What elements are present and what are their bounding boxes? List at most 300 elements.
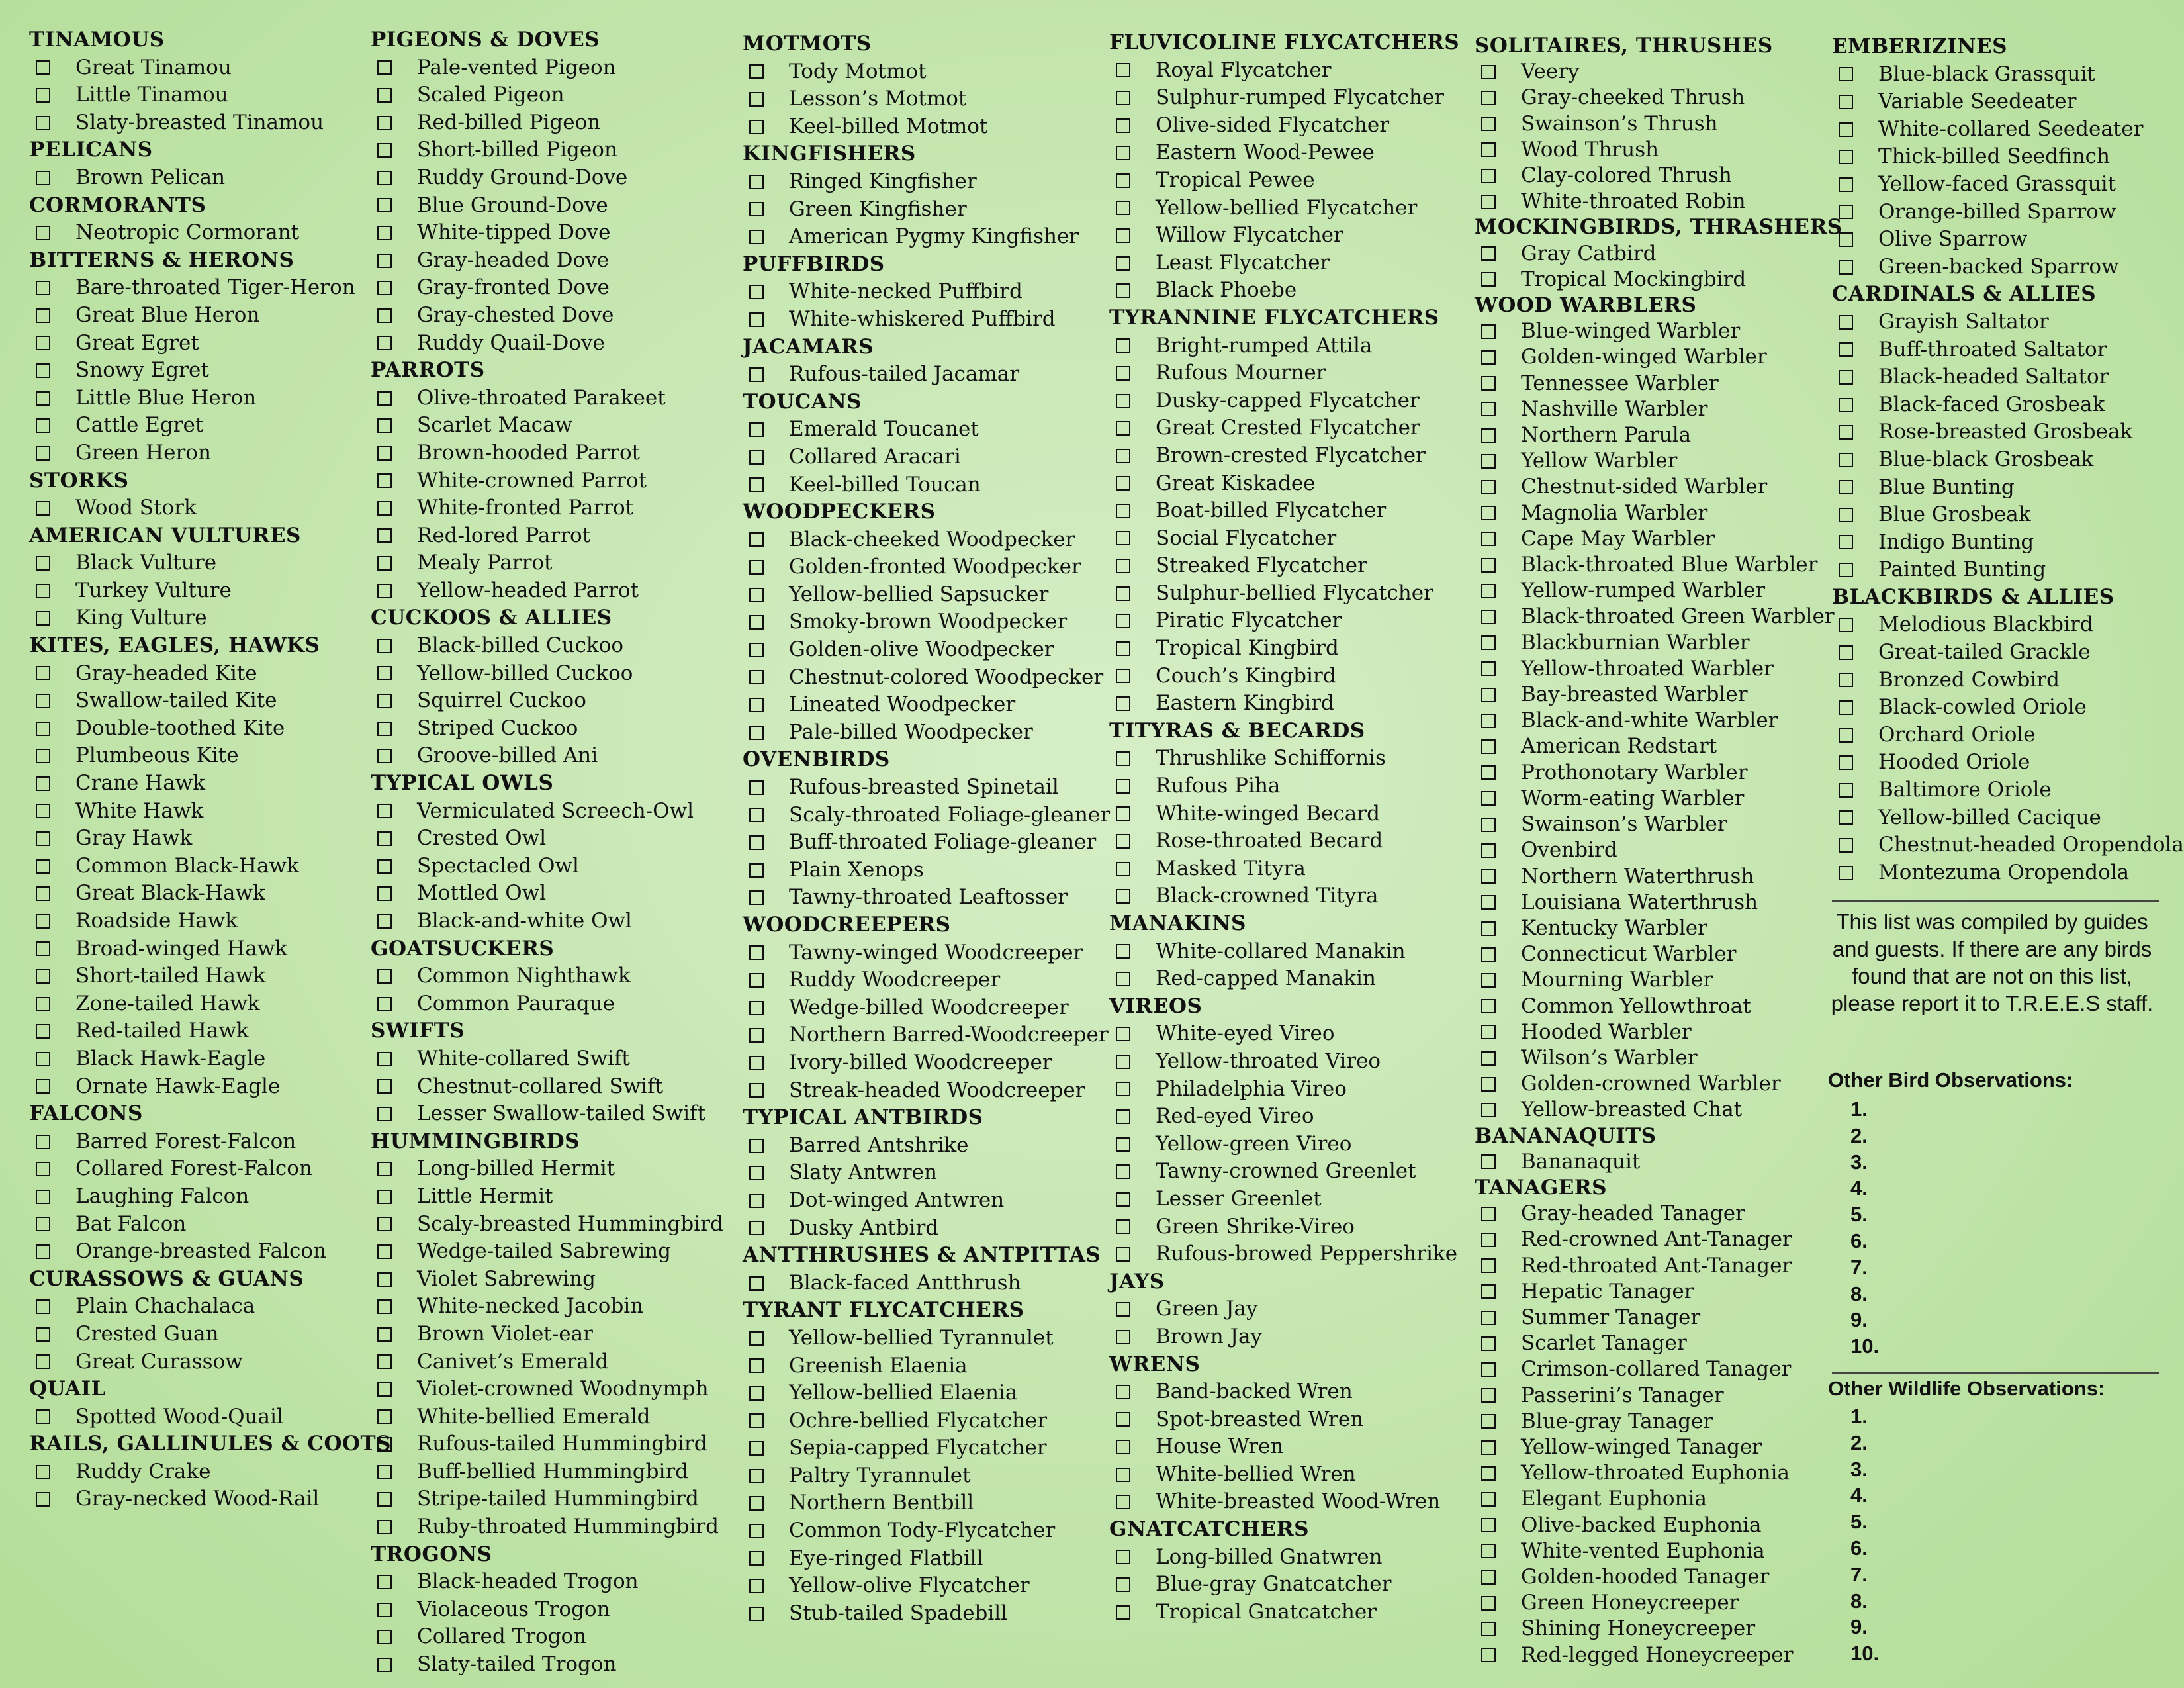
- checklist-item[interactable]: [743, 1270, 1110, 1297]
- checkbox[interactable]: [377, 694, 392, 708]
- checklist-item[interactable]: [371, 880, 723, 908]
- checklist-item[interactable]: [371, 330, 723, 357]
- checklist-item[interactable]: [371, 1513, 723, 1541]
- observation-line[interactable]: 1.: [1850, 1405, 1868, 1428]
- checkbox[interactable]: [1481, 1648, 1496, 1662]
- checkbox[interactable]: [1116, 586, 1130, 601]
- checkbox[interactable]: [36, 997, 50, 1011]
- checkbox[interactable]: [377, 666, 392, 680]
- observation-line[interactable]: 4.: [1850, 1176, 1868, 1200]
- checklist-item[interactable]: [1109, 112, 1459, 140]
- checklist-item[interactable]: [371, 1403, 723, 1431]
- checklist-item[interactable]: [1109, 1213, 1459, 1241]
- checkbox[interactable]: [749, 1524, 764, 1538]
- checklist-item[interactable]: [371, 1485, 723, 1513]
- checkbox[interactable]: [377, 1354, 392, 1369]
- checklist-item[interactable]: [1832, 61, 2184, 89]
- checkbox[interactable]: [1116, 944, 1130, 959]
- checkbox[interactable]: [1116, 1440, 1130, 1454]
- checkbox[interactable]: [1839, 370, 1853, 385]
- checklist-item[interactable]: [1475, 1019, 1843, 1045]
- checklist-item[interactable]: [29, 715, 391, 743]
- checkbox[interactable]: [377, 1575, 392, 1589]
- checkbox[interactable]: [1481, 376, 1496, 391]
- checklist-item[interactable]: [29, 109, 391, 137]
- checkbox[interactable]: [1481, 895, 1496, 910]
- checklist-item[interactable]: [371, 522, 723, 550]
- checklist-item[interactable]: [1475, 941, 1843, 967]
- checklist-item[interactable]: [1832, 859, 2184, 887]
- checklist-item[interactable]: [743, 1187, 1110, 1215]
- checklist-item[interactable]: [1475, 1279, 1843, 1305]
- checklist-item[interactable]: [29, 1238, 391, 1266]
- checkbox[interactable]: [749, 1386, 764, 1401]
- checkbox[interactable]: [749, 1139, 764, 1153]
- observation-line[interactable]: 8.: [1850, 1589, 1868, 1613]
- observation-line[interactable]: 6.: [1850, 1229, 1868, 1252]
- checklist-item[interactable]: [1109, 497, 1459, 525]
- checkbox[interactable]: [1839, 535, 1853, 549]
- checklist-item[interactable]: [1832, 446, 2184, 474]
- checklist-item[interactable]: [29, 1073, 391, 1101]
- checklist-item[interactable]: [29, 577, 391, 605]
- checkbox[interactable]: [377, 473, 392, 488]
- checklist-item[interactable]: [1109, 663, 1459, 690]
- checklist-item[interactable]: [1475, 137, 1843, 163]
- checkbox[interactable]: [1116, 504, 1130, 518]
- checkbox[interactable]: [749, 1028, 764, 1043]
- observation-line[interactable]: 9.: [1850, 1308, 1868, 1332]
- checkbox[interactable]: [1481, 843, 1496, 858]
- checkbox[interactable]: [1481, 91, 1496, 105]
- checkbox[interactable]: [749, 532, 764, 547]
- checkbox[interactable]: [749, 1441, 764, 1456]
- checklist-item[interactable]: [371, 660, 723, 688]
- checkbox[interactable]: [749, 230, 764, 244]
- checkbox[interactable]: [1481, 1388, 1496, 1403]
- checkbox[interactable]: [377, 1520, 392, 1534]
- checklist-item[interactable]: [743, 994, 1110, 1022]
- checklist-item[interactable]: [743, 829, 1110, 857]
- checkbox[interactable]: [377, 1630, 392, 1644]
- checklist-item[interactable]: [1109, 580, 1459, 608]
- checkbox[interactable]: [1481, 739, 1496, 754]
- checkbox[interactable]: [36, 1052, 50, 1066]
- checklist-item[interactable]: [1109, 1158, 1459, 1186]
- checkbox[interactable]: [1116, 1412, 1130, 1427]
- checklist-item[interactable]: [743, 416, 1110, 444]
- checkbox[interactable]: [1116, 201, 1130, 215]
- checkbox[interactable]: [36, 1079, 50, 1094]
- wildlife-observations-list[interactable]: [1850, 1403, 1879, 1667]
- checkbox[interactable]: [1116, 173, 1130, 188]
- checkbox[interactable]: [1839, 563, 1853, 577]
- checklist-item[interactable]: [1475, 1356, 1843, 1382]
- checkbox[interactable]: [1481, 195, 1496, 209]
- checklist-item[interactable]: [743, 85, 1110, 113]
- checkbox[interactable]: [36, 859, 50, 874]
- checkbox[interactable]: [377, 418, 392, 433]
- checklist-item[interactable]: [371, 1458, 723, 1486]
- checklist-item[interactable]: [371, 715, 723, 743]
- checkbox[interactable]: [36, 1135, 50, 1149]
- checklist-item[interactable]: [371, 412, 723, 440]
- checkbox[interactable]: [749, 312, 764, 327]
- checklist-item[interactable]: [29, 54, 391, 82]
- checklist-item[interactable]: [1832, 831, 2184, 859]
- checkbox[interactable]: [749, 780, 764, 795]
- checkbox[interactable]: [377, 60, 392, 75]
- checkbox[interactable]: [1116, 118, 1130, 133]
- checkbox[interactable]: [36, 418, 50, 433]
- checkbox[interactable]: [1116, 559, 1130, 573]
- checkbox[interactable]: [36, 363, 50, 378]
- checklist-item[interactable]: [29, 962, 391, 990]
- checkbox[interactable]: [1116, 1137, 1130, 1152]
- checkbox[interactable]: [749, 698, 764, 712]
- checklist-item[interactable]: [743, 306, 1110, 334]
- checkbox[interactable]: [1116, 1468, 1130, 1482]
- checklist-item[interactable]: [29, 1045, 391, 1073]
- checklist-item[interactable]: [743, 1352, 1110, 1380]
- checkbox[interactable]: [377, 198, 392, 212]
- checkbox[interactable]: [1116, 1082, 1130, 1096]
- checkbox[interactable]: [1481, 480, 1496, 494]
- checkbox[interactable]: [377, 804, 392, 818]
- checkbox[interactable]: [36, 391, 50, 406]
- checklist-item[interactable]: [29, 687, 391, 715]
- checklist-item[interactable]: [743, 581, 1110, 609]
- checklist-item[interactable]: [743, 196, 1110, 224]
- checkbox[interactable]: [749, 1358, 764, 1373]
- checklist-item[interactable]: [1475, 864, 1843, 890]
- checklist-item[interactable]: [1475, 967, 1843, 993]
- checkbox[interactable]: [36, 1492, 50, 1507]
- checkbox[interactable]: [1481, 973, 1496, 988]
- checklist-item[interactable]: [371, 1430, 723, 1458]
- checkbox[interactable]: [1481, 584, 1496, 598]
- checklist-item[interactable]: [29, 908, 391, 935]
- checklist-item[interactable]: [1475, 241, 1843, 267]
- checklist-item[interactable]: [29, 274, 391, 302]
- checkbox[interactable]: [1116, 531, 1130, 545]
- observation-line[interactable]: 1.: [1850, 1098, 1868, 1121]
- checklist-item[interactable]: [1832, 611, 2184, 639]
- checkbox[interactable]: [749, 1413, 764, 1428]
- checkbox[interactable]: [1839, 508, 1853, 522]
- checklist-item[interactable]: [29, 81, 391, 109]
- checklist-item[interactable]: [29, 880, 391, 908]
- checklist-item[interactable]: [743, 857, 1110, 884]
- checklist-item[interactable]: [743, 113, 1110, 141]
- checkbox[interactable]: [36, 749, 50, 763]
- checklist-item[interactable]: [29, 1485, 391, 1513]
- checklist-item[interactable]: [29, 853, 391, 880]
- checklist-item[interactable]: [371, 1321, 723, 1348]
- checkbox[interactable]: [377, 722, 392, 736]
- checkbox[interactable]: [1116, 1550, 1130, 1564]
- checkbox[interactable]: [1116, 228, 1130, 243]
- checkbox[interactable]: [377, 528, 392, 543]
- checklist-item[interactable]: [743, 168, 1110, 196]
- checkbox[interactable]: [377, 116, 392, 130]
- checklist-item[interactable]: [743, 1325, 1110, 1352]
- checkbox[interactable]: [377, 1052, 392, 1066]
- checkbox[interactable]: [749, 808, 764, 822]
- checkbox[interactable]: [1839, 866, 1853, 880]
- checkbox[interactable]: [36, 88, 50, 103]
- checkbox[interactable]: [377, 969, 392, 984]
- checklist-item[interactable]: [1832, 391, 2184, 419]
- checklist-item[interactable]: [1109, 1544, 1459, 1571]
- checkbox[interactable]: [1116, 449, 1130, 463]
- checklist-item[interactable]: [1475, 708, 1843, 733]
- observation-line[interactable]: 10.: [1850, 1335, 1880, 1358]
- checklist-item[interactable]: [29, 770, 391, 798]
- checkbox[interactable]: [377, 1244, 392, 1259]
- checkbox[interactable]: [36, 941, 50, 956]
- checkbox[interactable]: [1116, 476, 1130, 491]
- checkbox[interactable]: [1839, 177, 1853, 192]
- checklist-item[interactable]: [1109, 277, 1459, 305]
- checklist-item[interactable]: [1475, 1642, 1843, 1668]
- checkbox[interactable]: [36, 1024, 50, 1039]
- observation-line[interactable]: 7.: [1850, 1562, 1868, 1586]
- checkbox[interactable]: [1481, 428, 1496, 443]
- checkbox[interactable]: [1481, 1207, 1496, 1221]
- checkbox[interactable]: [1481, 1233, 1496, 1247]
- checkbox[interactable]: [1481, 324, 1496, 339]
- checklist-item[interactable]: [1832, 749, 2184, 776]
- checkbox[interactable]: [377, 914, 392, 929]
- checkbox[interactable]: [1116, 283, 1130, 298]
- checkbox[interactable]: [36, 226, 50, 240]
- checklist-item[interactable]: [371, 1073, 723, 1101]
- checkbox[interactable]: [377, 1603, 392, 1617]
- checkbox[interactable]: [1481, 1103, 1496, 1117]
- checklist-item[interactable]: [371, 1266, 723, 1293]
- checkbox[interactable]: [1481, 169, 1496, 183]
- checkbox[interactable]: [36, 336, 50, 350]
- checklist-item[interactable]: [1475, 1590, 1843, 1616]
- checkbox[interactable]: [36, 776, 50, 791]
- checklist-item[interactable]: [1109, 525, 1459, 553]
- checklist-item[interactable]: [29, 1017, 391, 1045]
- checklist-item[interactable]: [1832, 116, 2184, 144]
- checklist-item[interactable]: [371, 549, 723, 577]
- checkbox[interactable]: [377, 1492, 392, 1507]
- checklist-item[interactable]: [29, 1321, 391, 1348]
- checkbox[interactable]: [377, 88, 392, 103]
- checklist-item[interactable]: [1109, 442, 1459, 470]
- checkbox[interactable]: [1839, 618, 1853, 632]
- checklist-item[interactable]: [1475, 1513, 1843, 1538]
- checklist-item[interactable]: [1109, 57, 1459, 85]
- checklist-item[interactable]: [371, 825, 723, 853]
- checklist-item[interactable]: [1832, 776, 2184, 804]
- checkbox[interactable]: [1116, 1577, 1130, 1592]
- checkbox[interactable]: [36, 1190, 50, 1204]
- checkbox[interactable]: [1481, 714, 1496, 728]
- observation-line[interactable]: 7.: [1850, 1255, 1868, 1279]
- checklist-item[interactable]: [743, 1545, 1110, 1573]
- checklist-item[interactable]: [1109, 1295, 1459, 1323]
- checklist-item[interactable]: [1475, 189, 1843, 214]
- checklist-item[interactable]: [1109, 1186, 1459, 1213]
- checklist-item[interactable]: [29, 825, 391, 853]
- checkbox[interactable]: [749, 1001, 764, 1015]
- checklist-item[interactable]: [1475, 552, 1843, 578]
- checklist-item[interactable]: [29, 604, 391, 632]
- checkbox[interactable]: [377, 501, 392, 516]
- checklist-item[interactable]: [1475, 837, 1843, 863]
- checklist-item[interactable]: [1475, 1227, 1843, 1252]
- checkbox[interactable]: [749, 92, 764, 107]
- checkbox[interactable]: [1481, 1492, 1496, 1507]
- checkbox[interactable]: [1481, 1311, 1496, 1325]
- checklist-item[interactable]: [371, 1596, 723, 1624]
- checklist-item[interactable]: [1475, 890, 1843, 915]
- checklist-item[interactable]: [29, 1403, 391, 1431]
- checkbox[interactable]: [749, 643, 764, 657]
- checkbox[interactable]: [1839, 700, 1853, 715]
- checklist-item[interactable]: [371, 81, 723, 109]
- checkbox[interactable]: [36, 60, 50, 75]
- checklist-item[interactable]: [1475, 1409, 1843, 1434]
- checkbox[interactable]: [1481, 1154, 1496, 1169]
- checklist-item[interactable]: [1109, 938, 1459, 966]
- checkbox[interactable]: [1481, 1258, 1496, 1273]
- checkbox[interactable]: [1839, 342, 1853, 357]
- checklist-item[interactable]: [371, 577, 723, 605]
- checklist-item[interactable]: [371, 54, 723, 82]
- checklist-item[interactable]: [1109, 1241, 1459, 1268]
- checkbox[interactable]: [749, 450, 764, 465]
- checkbox[interactable]: [1116, 1219, 1130, 1234]
- checklist-item[interactable]: [29, 935, 391, 963]
- checklist-item[interactable]: [1475, 1071, 1843, 1097]
- checkbox[interactable]: [749, 175, 764, 189]
- checklist-item[interactable]: [1832, 501, 2184, 529]
- checklist-item[interactable]: [371, 385, 723, 412]
- checklist-item[interactable]: [1832, 804, 2184, 832]
- checkbox[interactable]: [1116, 338, 1130, 353]
- checklist-item[interactable]: [1109, 855, 1459, 883]
- checkbox[interactable]: [1839, 810, 1853, 825]
- observation-line[interactable]: 4.: [1850, 1483, 1868, 1507]
- checklist-item[interactable]: [743, 1021, 1110, 1049]
- checklist-item[interactable]: [1475, 1201, 1843, 1227]
- checklist-item[interactable]: [1832, 418, 2184, 446]
- checklist-item[interactable]: [743, 664, 1110, 692]
- checkbox[interactable]: [1481, 1544, 1496, 1558]
- checkbox[interactable]: [36, 914, 50, 929]
- checkbox[interactable]: [377, 1382, 392, 1397]
- checkbox[interactable]: [1481, 688, 1496, 702]
- checkbox[interactable]: [1481, 402, 1496, 416]
- checklist-item[interactable]: [743, 553, 1110, 581]
- checkbox[interactable]: [36, 308, 50, 323]
- checklist-item[interactable]: [29, 219, 391, 247]
- checklist-item[interactable]: [371, 302, 723, 330]
- checklist-item[interactable]: [1832, 694, 2184, 722]
- checkbox[interactable]: [1839, 480, 1853, 494]
- checkbox[interactable]: [749, 945, 764, 960]
- bird-observations-list[interactable]: [1850, 1096, 1879, 1360]
- checklist-item[interactable]: [1475, 733, 1843, 759]
- checklist-item[interactable]: [743, 1462, 1110, 1490]
- checkbox[interactable]: [1116, 1302, 1130, 1317]
- checkbox[interactable]: [749, 1469, 764, 1483]
- checklist-item[interactable]: [371, 136, 723, 164]
- checkbox[interactable]: [1116, 146, 1130, 160]
- checkbox[interactable]: [377, 1272, 392, 1287]
- checkbox[interactable]: [1116, 641, 1130, 656]
- checkbox[interactable]: [1839, 260, 1853, 275]
- checklist-item[interactable]: [1475, 85, 1843, 111]
- checklist-item[interactable]: [1109, 195, 1459, 222]
- checklist-item[interactable]: [1475, 578, 1843, 604]
- checkbox[interactable]: [749, 285, 764, 299]
- checklist-item[interactable]: [1109, 1488, 1459, 1516]
- checklist-item[interactable]: [29, 1293, 391, 1321]
- checklist-item[interactable]: [743, 471, 1110, 499]
- checklist-item[interactable]: [1475, 163, 1843, 189]
- checklist-item[interactable]: [1832, 363, 2184, 391]
- checkbox[interactable]: [749, 1579, 764, 1593]
- checkbox[interactable]: [749, 560, 764, 575]
- checkbox[interactable]: [749, 835, 764, 850]
- checklist-item[interactable]: [743, 1572, 1110, 1600]
- checkbox[interactable]: [36, 969, 50, 984]
- checklist-item[interactable]: [371, 274, 723, 302]
- checkbox[interactable]: [1481, 142, 1496, 157]
- checklist-item[interactable]: [1832, 639, 2184, 667]
- checklist-item[interactable]: [29, 1348, 391, 1376]
- checklist-item[interactable]: [1475, 1097, 1843, 1123]
- checklist-item[interactable]: [743, 444, 1110, 471]
- checklist-item[interactable]: [1475, 1538, 1843, 1564]
- checklist-item[interactable]: [1475, 344, 1843, 370]
- checklist-item[interactable]: [371, 1211, 723, 1239]
- checkbox[interactable]: [749, 477, 764, 492]
- checkbox[interactable]: [749, 726, 764, 740]
- checklist-item[interactable]: [1832, 667, 2184, 694]
- checklist-item[interactable]: [1475, 1331, 1843, 1356]
- checklist-item[interactable]: [371, 632, 723, 660]
- checklist-item[interactable]: [743, 1489, 1110, 1517]
- checkbox[interactable]: [1116, 63, 1130, 77]
- observation-line[interactable]: 5.: [1850, 1510, 1868, 1534]
- checkbox[interactable]: [749, 588, 764, 602]
- checkbox[interactable]: [36, 694, 50, 708]
- checkbox[interactable]: [36, 281, 50, 295]
- checkbox[interactable]: [1481, 818, 1496, 832]
- checklist-item[interactable]: [371, 247, 723, 275]
- checkbox[interactable]: [1481, 1570, 1496, 1585]
- checkbox[interactable]: [1481, 1077, 1496, 1092]
- checklist-item[interactable]: [1109, 745, 1459, 773]
- checkbox[interactable]: [36, 116, 50, 130]
- checklist-item[interactable]: [1109, 773, 1459, 800]
- checklist-item[interactable]: [1109, 552, 1459, 580]
- checklist-item[interactable]: [1475, 448, 1843, 474]
- checklist-item[interactable]: [371, 1183, 723, 1211]
- observation-line[interactable]: 2.: [1850, 1430, 1868, 1454]
- checklist-item[interactable]: [29, 1458, 391, 1486]
- checkbox[interactable]: [1839, 122, 1853, 137]
- checkbox[interactable]: [377, 1107, 392, 1121]
